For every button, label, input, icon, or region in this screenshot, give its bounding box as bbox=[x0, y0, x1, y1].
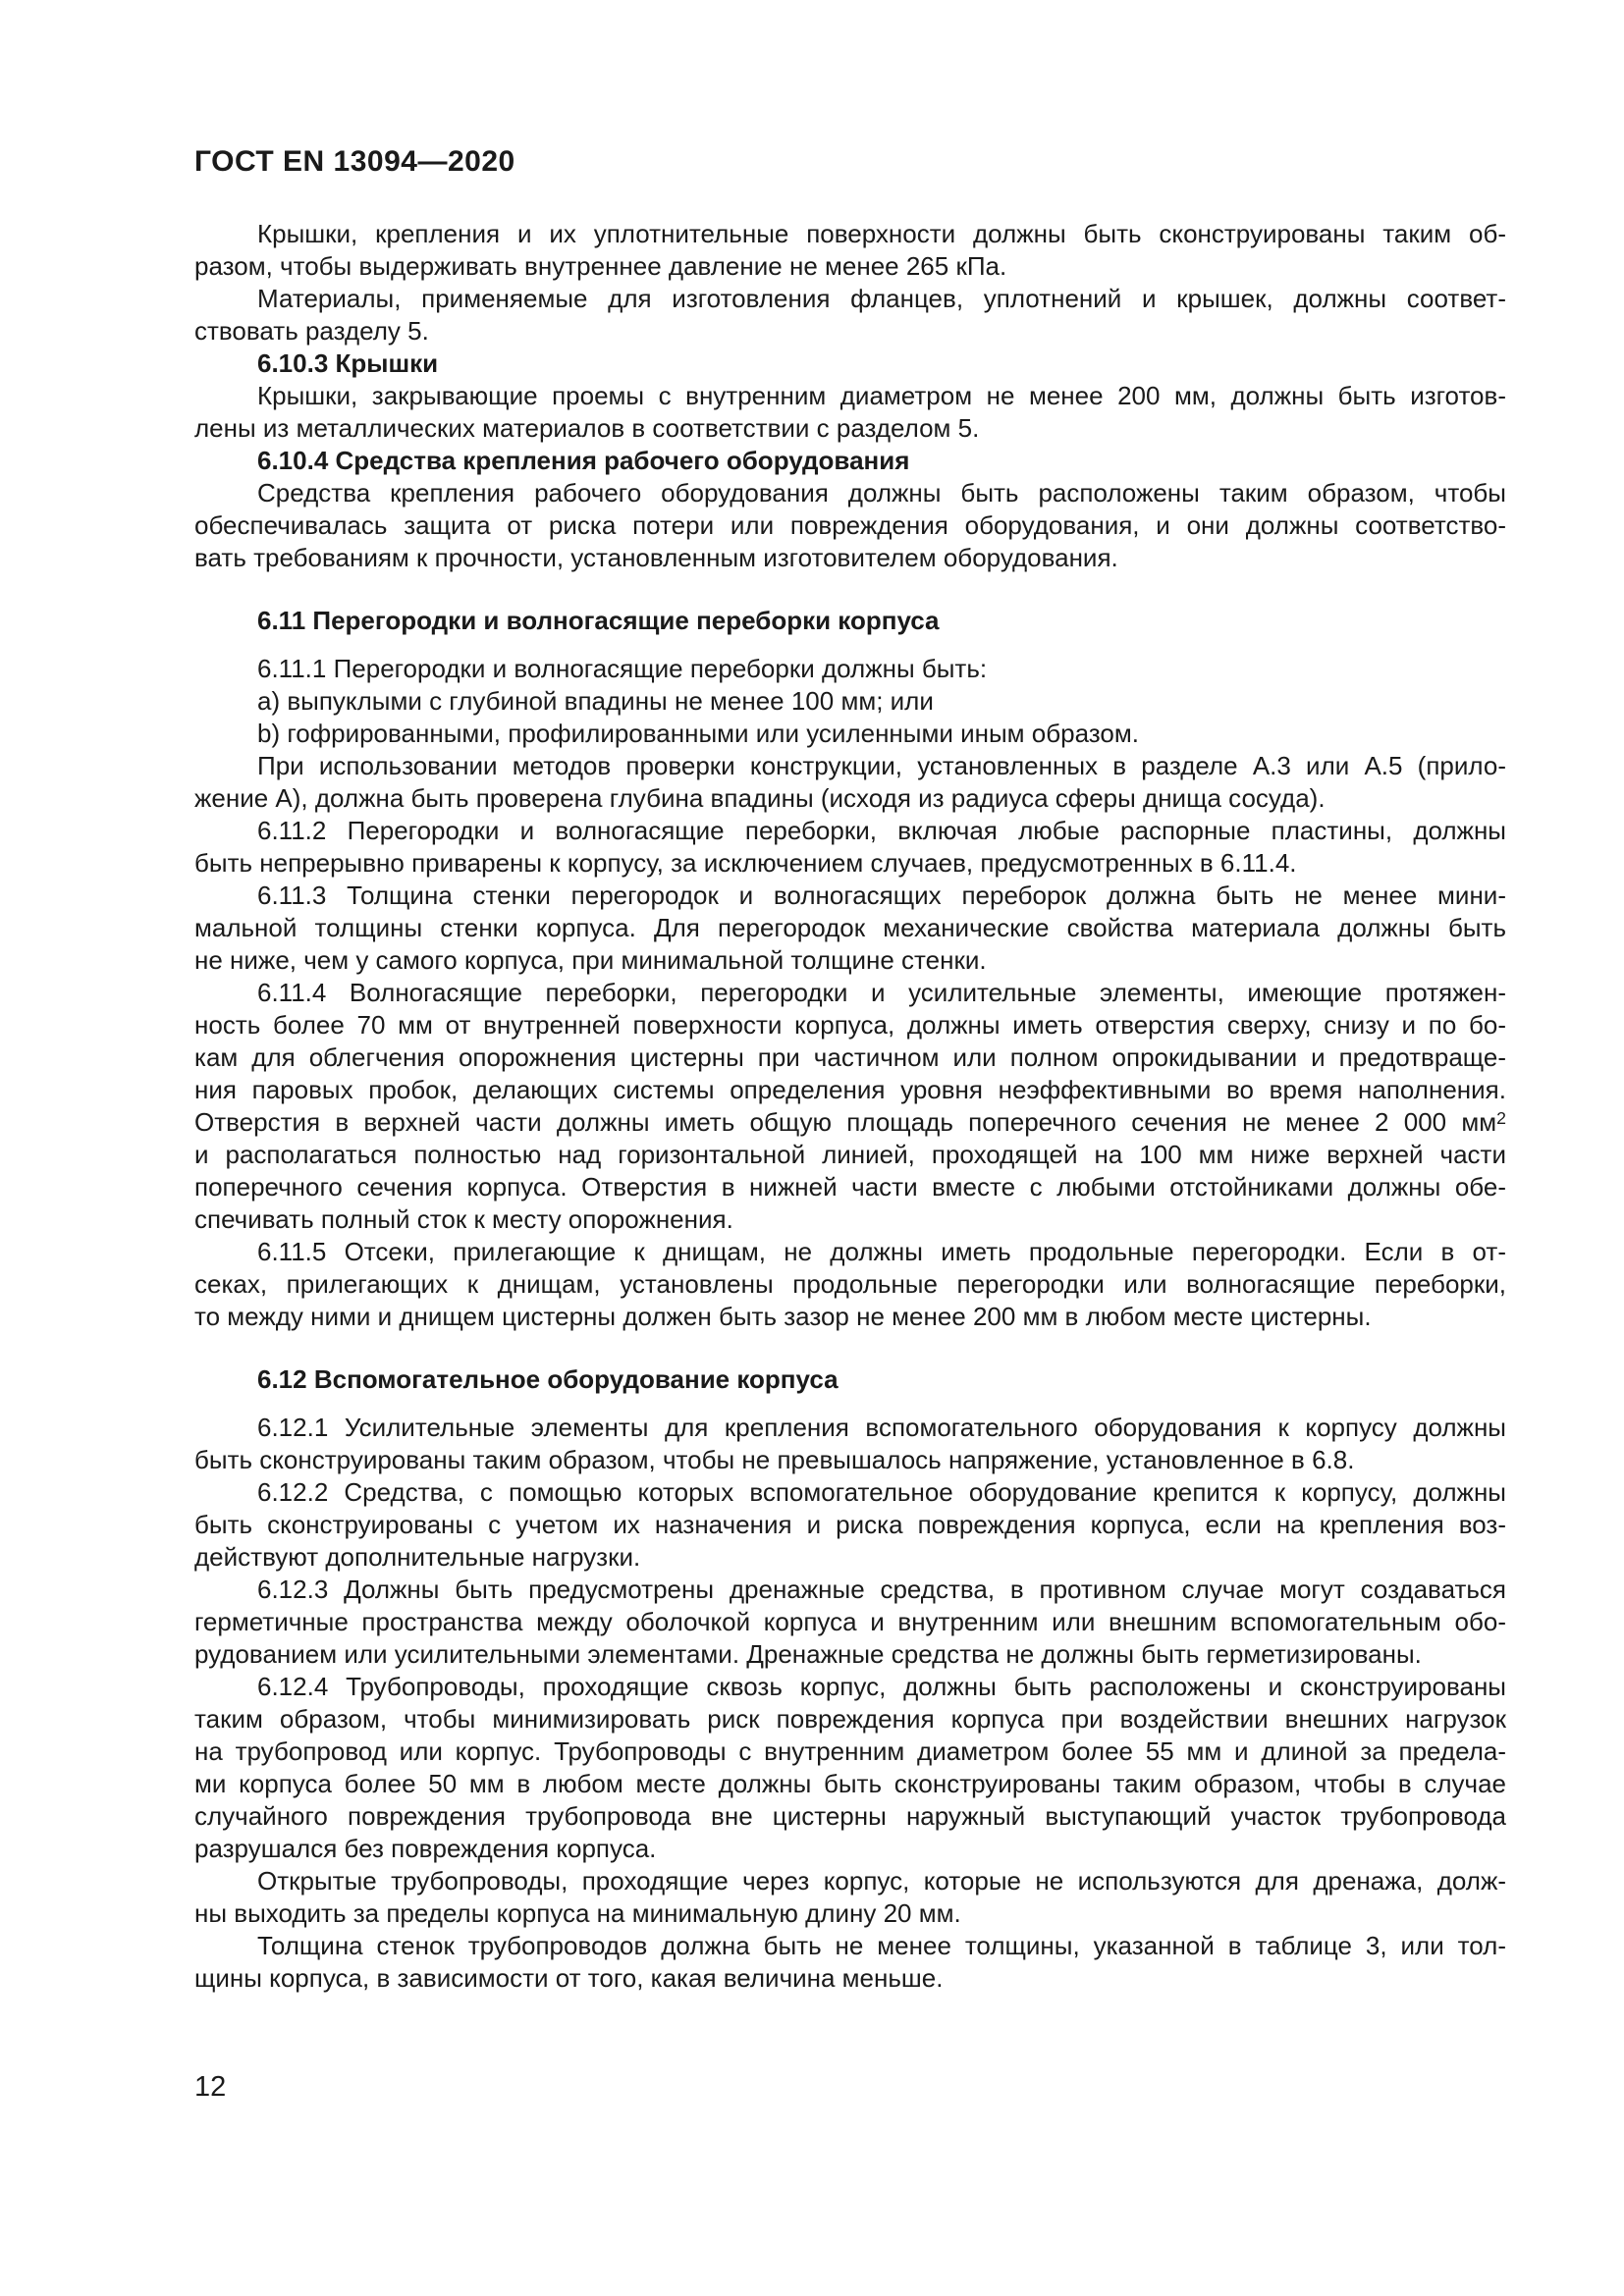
paragraph-line: 6.12.3 Должны быть предусмотрены дренажные средства, в противном случае могут создаваться bbox=[257, 1575, 1506, 1604]
paragraph-line: b) гофрированными, профилированными или усиленными иным образом. bbox=[257, 719, 1139, 748]
paragraph-line: Толщина стенок трубопроводов должна быть не менее толщины, указанной в таблице 3, или тол- bbox=[257, 1931, 1506, 1960]
clause-heading: 6.10.3 Крышки bbox=[257, 348, 439, 378]
paragraph bbox=[194, 1412, 1506, 1476]
paragraph-line: рудованием или усилительными элементами. Дренажные средства не должны быть герметизированы. bbox=[194, 1639, 1422, 1669]
page-number: 12 bbox=[194, 2071, 227, 2103]
paragraph-line: быть сконструированы таким образом, чтобы не превышалось напряжение, установленное в 6.8. bbox=[194, 1445, 1355, 1474]
paragraph bbox=[194, 1574, 1506, 1671]
paragraph-line: спечивать полный сток к месту опорожнения. bbox=[194, 1204, 733, 1234]
paragraph-line: и располагаться полностью над горизонтальной линией, проходящей на 100 мм ниже верхней части bbox=[194, 1140, 1506, 1169]
paragraph-line: 6.11.2 Перегородки и волногасящие переборки, включая любые распорные пластины, должны bbox=[257, 816, 1506, 845]
paragraph bbox=[194, 477, 1506, 574]
paragraph bbox=[194, 880, 1506, 977]
paragraph-line: герметичные пространства между оболочкой корпуса и внутренним или внешним вспомогательным обо- bbox=[194, 1607, 1506, 1636]
paragraph-line: 6.11.3 Толщина стенки перегородок и волногасящих переборок должна быть не менее мини- bbox=[257, 881, 1506, 910]
paragraph-line: 6.12.1 Усилительные элементы для крепления вспомогательного оборудования к корпусу должны bbox=[257, 1413, 1506, 1442]
paragraph bbox=[194, 1236, 1506, 1333]
standard-designation: ГОСТ EN 13094—2020 bbox=[194, 145, 515, 178]
paragraph bbox=[194, 718, 1506, 750]
paragraph bbox=[194, 1671, 1506, 1865]
paragraph-line: действуют дополнительные нагрузки. bbox=[194, 1542, 641, 1572]
paragraph bbox=[194, 977, 1506, 1236]
paragraph-line: случайного повреждения трубопровода вне цистерны наружный выступающий участок трубопровода bbox=[194, 1801, 1506, 1831]
clause-heading: 6.10.4 Средства крепления рабочего оборудования bbox=[257, 446, 910, 475]
paragraph-line: таким образом, чтобы минимизировать риск повреждения корпуса при воздействии внешних нагрузок bbox=[194, 1704, 1506, 1734]
paragraph-line: секах, прилегающих к днищам, установлены продольные перегородки или волногасящие переборки, bbox=[194, 1269, 1506, 1299]
paragraph-line: 6.12.2 Средства, с помощью которых вспомогательное оборудование крепится к корпусу, должны bbox=[257, 1477, 1506, 1507]
paragraph-line: не ниже, чем у самого корпуса, при минимальной толщине стенки. bbox=[194, 945, 987, 975]
paragraph bbox=[194, 653, 1506, 685]
paragraph-line: 6.12.4 Трубопроводы, проходящие сквозь корпус, должны быть расположены и сконструированы bbox=[257, 1672, 1506, 1701]
paragraph-line: 6.11.1 Перегородки и волногасящие переборки должны быть: bbox=[257, 654, 988, 683]
paragraph-line: кам для облегчения опорожнения цистерны при частичном или полном опрокидывании и предотвраще- bbox=[194, 1042, 1506, 1072]
paragraph-line: вать требованиям к прочности, установленным изготовителем оборудования. bbox=[194, 543, 1118, 572]
paragraph-line: 6.11.5 Отсеки, прилегающие к днищам, не должны иметь продольные перегородки. Если в от- bbox=[257, 1237, 1506, 1266]
paragraph-line: Отверстия в верхней части должны иметь общую площадь поперечного сечения не менее 2 000 $мм^2$ bbox=[194, 1107, 1506, 1137]
paragraph bbox=[194, 1930, 1506, 1995]
paragraph-line: При использовании методов проверки конструкции, установленных в разделе А.3 или А.5 (прило- bbox=[257, 751, 1506, 780]
paragraph-line: быть сконструированы с учетом их назначения и риска повреждения корпуса, если на крепления воз- bbox=[194, 1510, 1506, 1539]
section-heading: 6.12 Вспомогательное оборудование корпуса bbox=[257, 1364, 839, 1394]
paragraph bbox=[194, 1865, 1506, 1930]
paragraph bbox=[194, 1476, 1506, 1574]
paragraph-line: жение А), должна быть проверена глубина впадины (исходя из радиуса сферы днища сосуда). bbox=[194, 783, 1326, 813]
paragraph-line: разом, чтобы выдерживать внутреннее давление не менее 265 кПа. bbox=[194, 251, 1007, 281]
paragraph-line: ны выходить за пределы корпуса на минимальную длину 20 мм. bbox=[194, 1898, 961, 1928]
paragraph-line: 6.11.4 Волногасящие переборки, перегородки и усилительные элементы, имеющие протяжен- bbox=[257, 978, 1506, 1007]
paragraph-line: Открытые трубопроводы, проходящие через корпус, которые не используются для дренажа, долж- bbox=[257, 1866, 1506, 1896]
paragraph bbox=[194, 750, 1506, 815]
paragraph-line: мальной толщины стенки корпуса. Для перегородок механические свойства материала должны быть bbox=[194, 913, 1506, 942]
paragraph-line: на трубопровод или корпус. Трубопроводы с внутренним диаметром более 55 мм и длиной за предела- bbox=[194, 1736, 1506, 1766]
paragraph-line: поперечного сечения корпуса. Отверстия в нижней части вместе с любыми отстойниками должны обе- bbox=[194, 1172, 1506, 1201]
paragraph-line: ния паровых пробок, делающих системы определения уровня неэффективными во время наполнения. bbox=[194, 1075, 1506, 1104]
paragraph-line: Средства крепления рабочего оборудования должны быть расположены таким образом, чтобы bbox=[257, 478, 1506, 507]
paragraph-line: обеспечивалась защита от риска потери или повреждения оборудования, и они должны соответство- bbox=[194, 510, 1506, 540]
paragraph-line: Материалы, применяемые для изготовления фланцев, уплотнений и крышек, должны соответ- bbox=[257, 284, 1506, 313]
paragraph-line: ми корпуса более 50 мм в любом месте должны быть сконструированы таким образом, чтобы в случае bbox=[194, 1769, 1506, 1798]
paragraph-line: щины корпуса, в зависимости от того, какая величина меньше. bbox=[194, 1963, 944, 1993]
section-heading: 6.11 Перегородки и волногасящие переборки корпуса bbox=[257, 606, 940, 635]
document-body bbox=[194, 218, 1506, 1995]
paragraph bbox=[194, 685, 1506, 718]
paragraph-line: то между ними и днищем цистерны должен быть зазор не менее 200 мм в любом месте цистерны. bbox=[194, 1302, 1372, 1331]
paragraph bbox=[194, 380, 1506, 445]
paragraph-line: ствовать разделу 5. bbox=[194, 316, 429, 346]
paragraph-line: a) выпуклыми с глубиной впадины не менее 100 мм; или bbox=[257, 686, 934, 716]
paragraph-line: Крышки, крепления и их уплотнительные поверхности должны быть сконструированы таким об- bbox=[257, 219, 1506, 248]
paragraph-line: лены из металлических материалов в соответствии с разделом 5. bbox=[194, 413, 980, 443]
paragraph-line: быть непрерывно приварены к корпусу, за исключением случаев, предусмотренных в 6.11.4. bbox=[194, 848, 1297, 878]
paragraph bbox=[194, 283, 1506, 347]
superscript-2: 2 bbox=[1496, 1108, 1506, 1128]
paragraph-line: разрушался без повреждения корпуса. bbox=[194, 1834, 657, 1863]
paragraph-line: ность более 70 мм от внутренней поверхности корпуса, должны иметь отверстия сверху, снизу и по бо- bbox=[194, 1010, 1506, 1040]
paragraph bbox=[194, 815, 1506, 880]
paragraph bbox=[194, 218, 1506, 283]
paragraph-line: Крышки, закрывающие проемы с внутренним диаметром не менее 200 мм, должны быть изготов- bbox=[257, 381, 1506, 410]
